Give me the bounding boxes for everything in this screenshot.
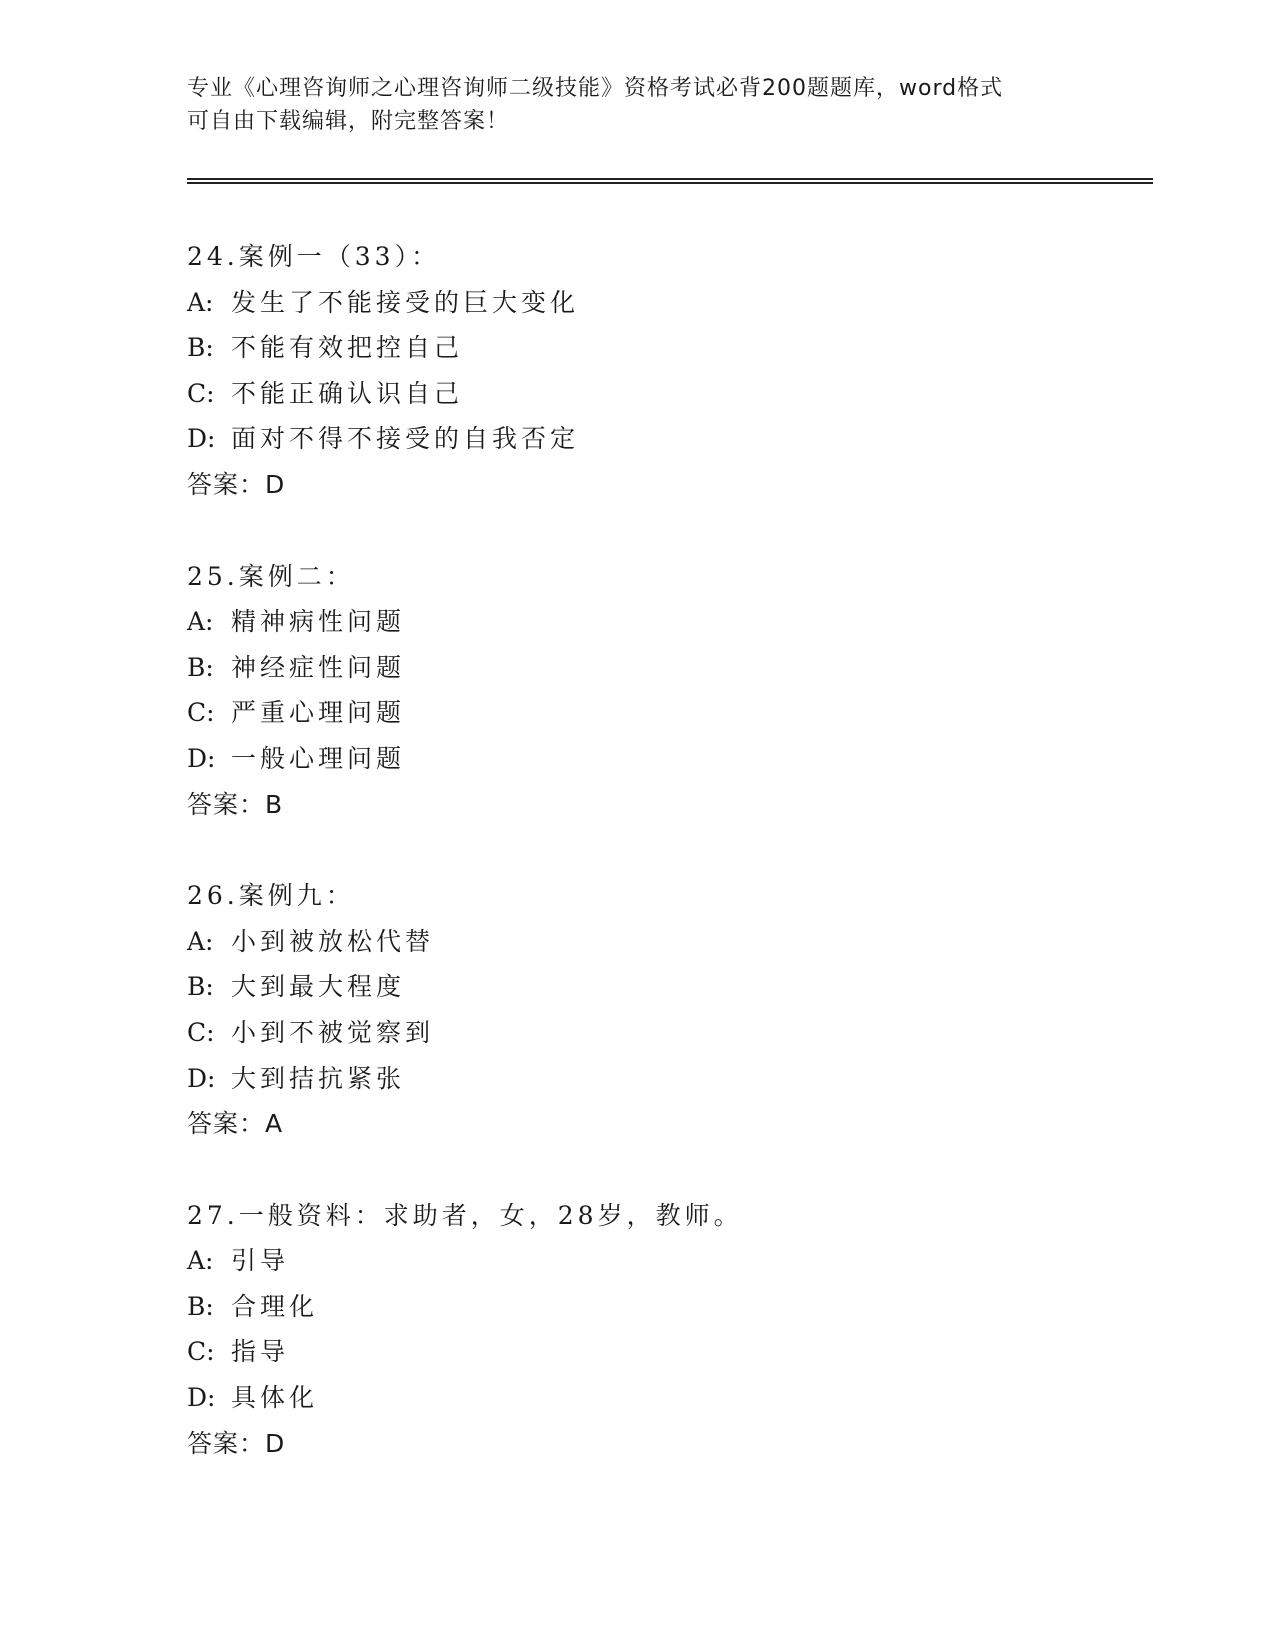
option-text: 具体化 (231, 1383, 319, 1413)
header-line-2: 可自由下载编辑，附完整答案！ (187, 109, 510, 134)
option-b (187, 1284, 1147, 1330)
option-text: 引导 (231, 1246, 290, 1276)
question-stem: 25.案例二： (187, 561, 355, 591)
option-text: 大到拮抗紧张 (231, 1063, 406, 1093)
option-text: 一般心理问题 (231, 743, 406, 773)
option-a (187, 1238, 1147, 1284)
option-a (187, 919, 1147, 965)
option-b (187, 325, 1147, 371)
option-text: 精神病性问题 (231, 607, 406, 637)
option-text: 指导 (231, 1337, 290, 1367)
option-letter: B: (187, 1291, 214, 1321)
option-text: 合理化 (231, 1291, 319, 1321)
option-text: 神经症性问题 (231, 652, 406, 682)
option-c (187, 371, 1147, 417)
option-text: 发生了不能接受的巨大变化 (231, 287, 580, 317)
option-text: 小到不被觉察到 (231, 1017, 435, 1047)
question-list (187, 234, 1147, 1512)
answer-line: 答案：B (187, 789, 284, 819)
question-25 (187, 554, 1147, 828)
option-letter: D: (187, 1383, 216, 1413)
question-stem: 26.案例九： (187, 881, 355, 911)
option-letter: B: (187, 333, 214, 363)
option-text: 严重心理问题 (231, 698, 406, 728)
option-a (187, 280, 1147, 326)
header-line-1: 专业《心理咨询师之心理咨询师二级技能》资格考试必背200题题库，word格式 (187, 76, 1004, 101)
question-26 (187, 873, 1147, 1147)
option-letter: C: (187, 378, 215, 408)
option-c (187, 690, 1147, 736)
option-c (187, 1010, 1147, 1056)
option-d (187, 736, 1147, 782)
option-b (187, 964, 1147, 1010)
option-text: 不能正确认识自己 (231, 378, 464, 408)
option-a (187, 599, 1147, 645)
option-letter: C: (187, 698, 215, 728)
option-letter: A: (187, 1246, 214, 1276)
option-b (187, 645, 1147, 691)
option-letter: D: (187, 743, 216, 773)
option-letter: D: (187, 424, 216, 454)
option-d (187, 1375, 1147, 1421)
header-divider (187, 178, 1153, 184)
option-d (187, 416, 1147, 462)
option-letter: B: (187, 972, 214, 1002)
option-c (187, 1329, 1147, 1375)
option-letter: A: (187, 287, 214, 317)
option-text: 小到被放松代替 (231, 926, 435, 956)
option-d (187, 1056, 1147, 1102)
option-letter: A: (187, 926, 214, 956)
option-letter: A: (187, 607, 214, 637)
question-24 (187, 234, 1147, 508)
option-letter: C: (187, 1337, 215, 1367)
answer-line: 答案：D (187, 469, 286, 499)
option-letter: B: (187, 652, 214, 682)
answer-line: 答案：D (187, 1428, 286, 1458)
option-letter: D: (187, 1063, 216, 1093)
question-stem: 27.一般资料：求助者，女，28岁，教师。 (187, 1200, 743, 1230)
question-27 (187, 1193, 1147, 1467)
option-text: 大到最大程度 (231, 972, 406, 1002)
option-letter: C: (187, 1017, 215, 1047)
option-text: 不能有效把控自己 (231, 333, 464, 363)
answer-line: 答案：A (187, 1109, 284, 1139)
document-header (187, 72, 1087, 138)
question-stem: 24.案例一（33）： (187, 242, 441, 271)
option-text: 面对不得不接受的自我否定 (231, 424, 580, 454)
